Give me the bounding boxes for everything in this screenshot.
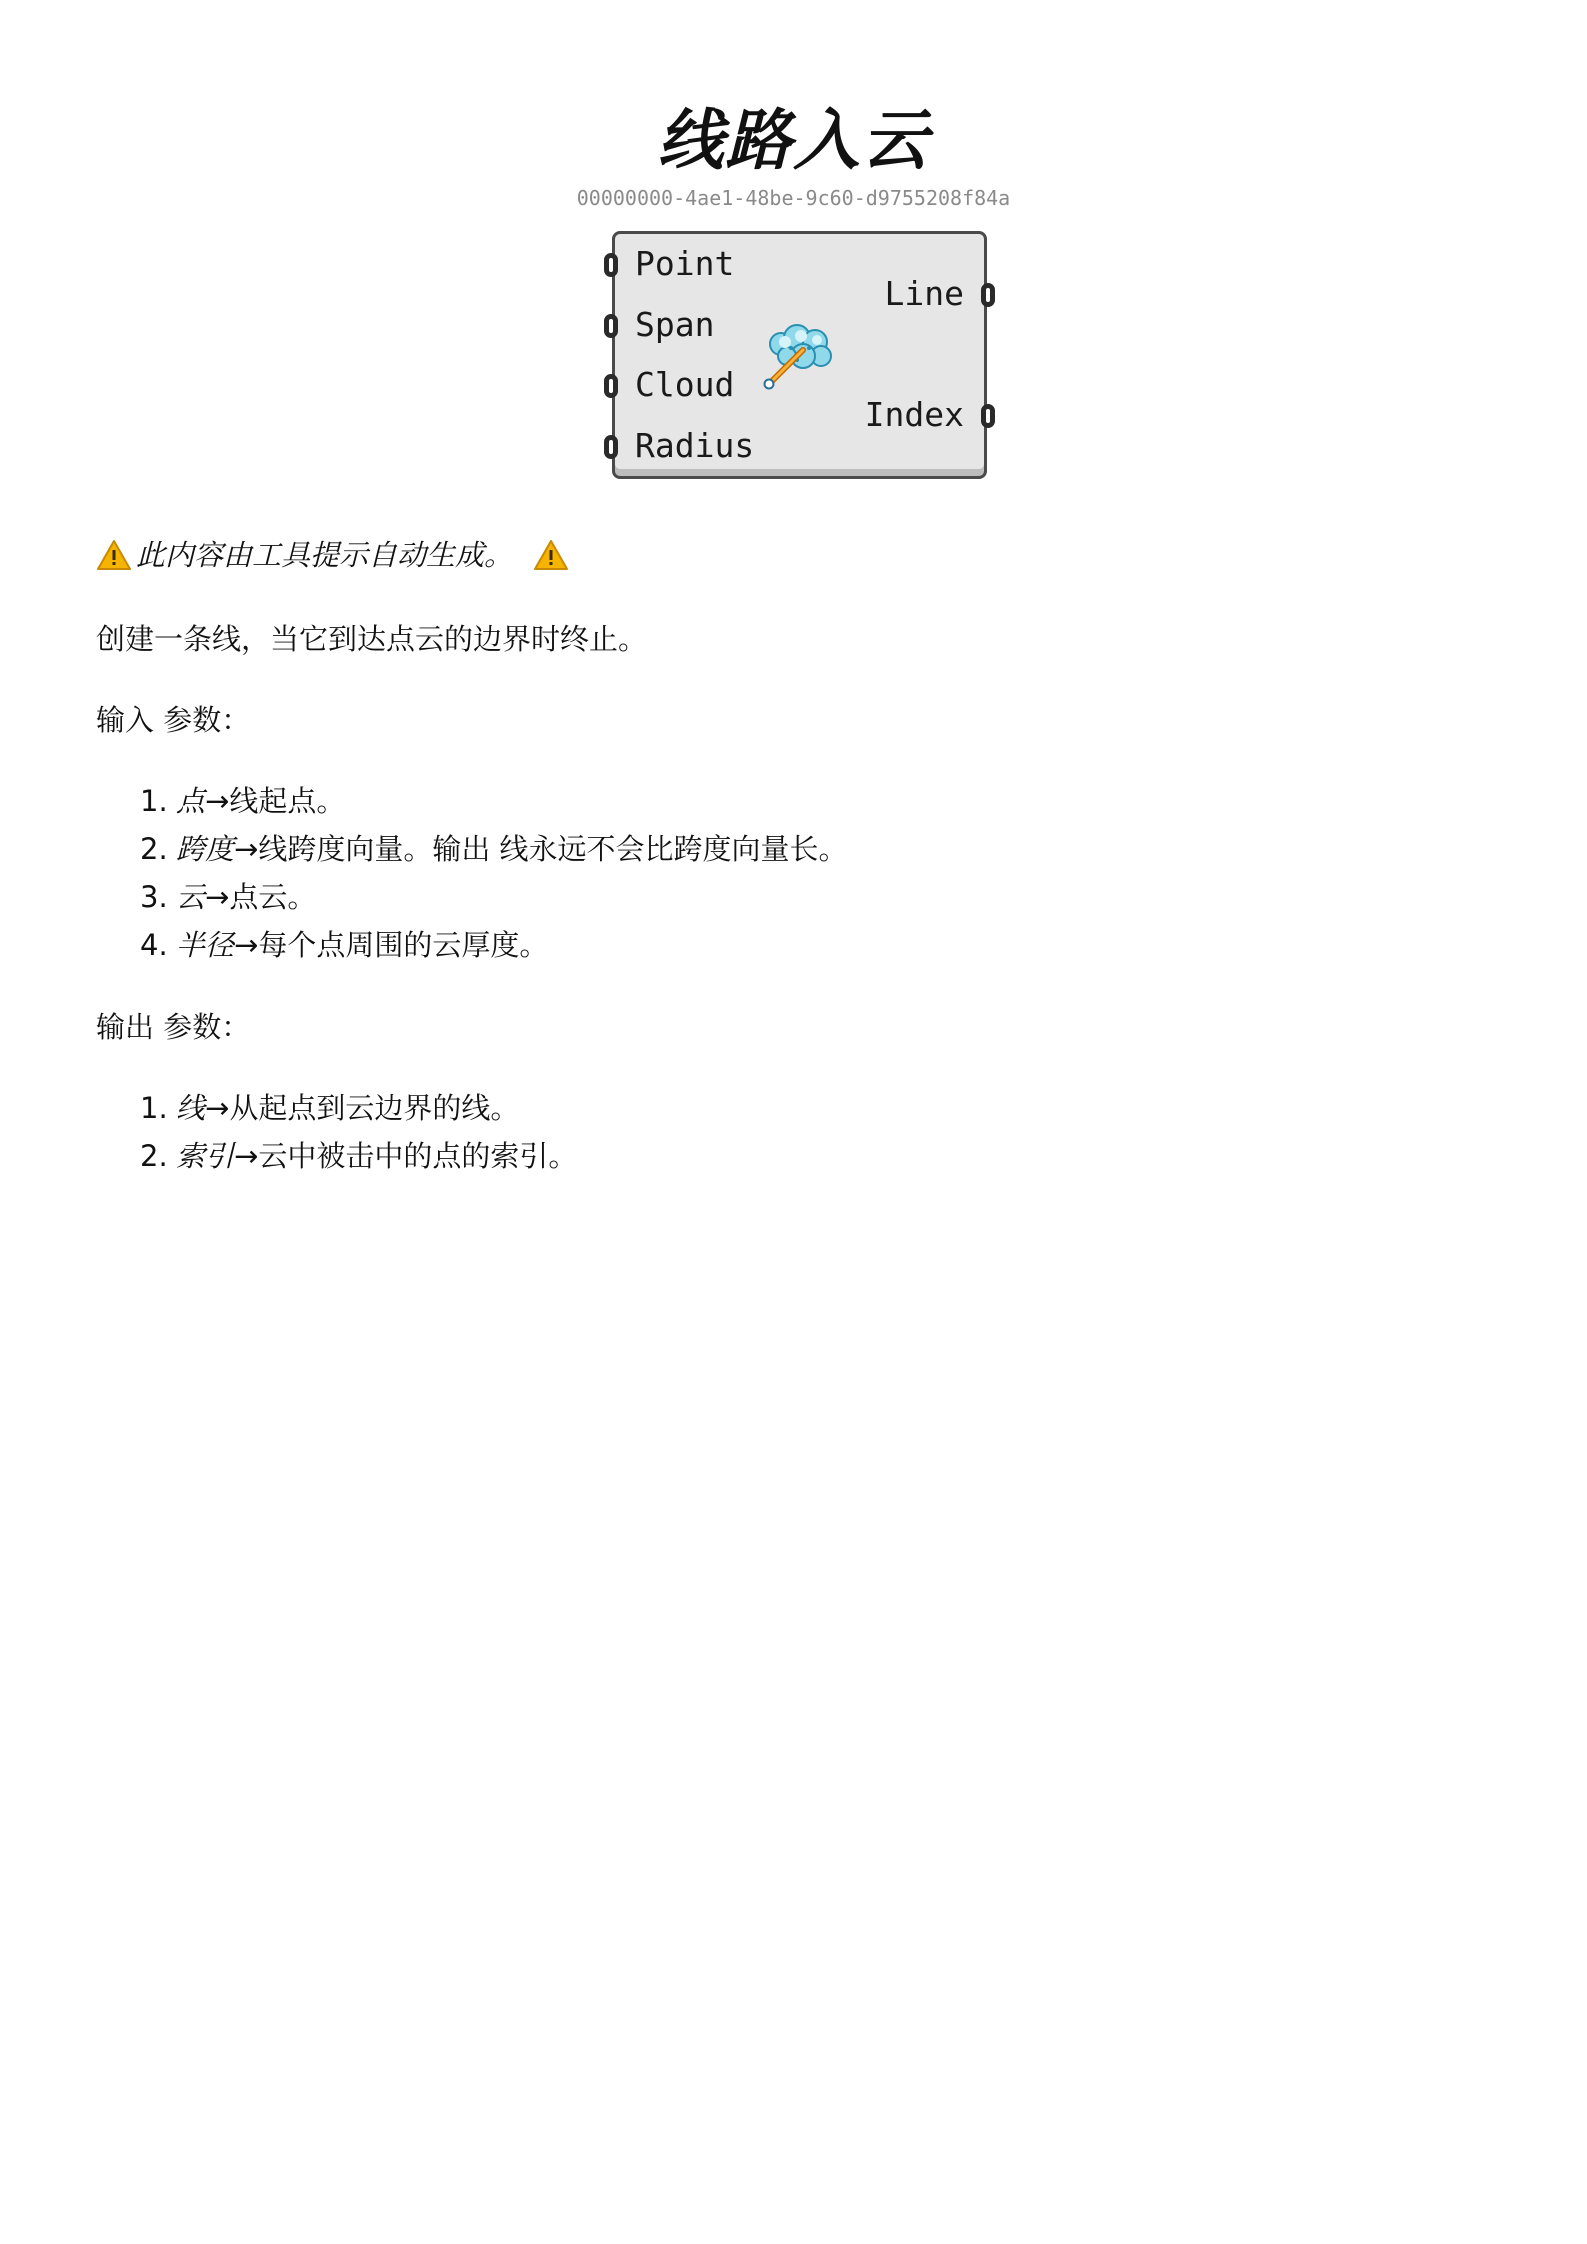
param-term: 半径	[176, 928, 235, 962]
param-term: 点	[176, 784, 206, 818]
output-label-line: Line	[884, 274, 964, 313]
param-term: 云	[176, 880, 206, 914]
warning-text: 此内容由工具提示自动生成。	[136, 538, 514, 572]
list-item	[140, 1084, 577, 1132]
input-label-radius: Radius	[635, 426, 755, 465]
description: 创建一条线，当它到达点云的边界时终止。	[96, 622, 648, 656]
list-number: 3.	[140, 880, 168, 914]
list-item	[140, 921, 848, 969]
list-number: 1.	[140, 784, 168, 818]
list-number: 1.	[140, 1091, 168, 1125]
input-grip-radius[interactable]	[604, 435, 618, 459]
param-desc: →每个点周围的云厚度。	[234, 928, 549, 962]
list-number: 4.	[140, 928, 168, 962]
cloud-line-icon	[761, 318, 837, 392]
warning-note	[96, 533, 569, 577]
param-term: 索引	[176, 1139, 235, 1173]
input-grip-span[interactable]	[604, 314, 618, 338]
input-label-span: Span	[635, 305, 715, 344]
component-guid: 00000000-4ae1-48be-9c60-d9755208f84a	[576, 186, 1011, 210]
list-item	[140, 1132, 577, 1180]
output-label-index: Index	[864, 395, 964, 434]
inputs-list	[140, 777, 848, 969]
param-desc: →线跨度向量。输出 线永远不会比跨度向量长。	[234, 832, 848, 866]
input-label-cloud: Cloud	[635, 365, 735, 404]
component-node[interactable]	[612, 231, 987, 479]
input-grip-cloud[interactable]	[604, 374, 618, 398]
param-term: 线	[176, 1091, 206, 1125]
output-grip-line[interactable]	[981, 283, 995, 307]
outputs-list	[140, 1084, 577, 1180]
list-number: 2.	[140, 832, 168, 866]
param-desc: →云中被击中的点的索引。	[234, 1139, 578, 1173]
list-item	[140, 825, 848, 873]
warning-icon	[533, 539, 569, 571]
list-item	[140, 873, 848, 921]
inputs-heading: 输入 参数：	[96, 703, 251, 737]
warning-icon	[96, 539, 132, 571]
output-grip-index[interactable]	[981, 404, 995, 428]
input-grip-point[interactable]	[604, 253, 618, 277]
param-desc: →线起点。	[205, 784, 346, 818]
param-desc: →点云。	[205, 880, 317, 914]
param-term: 跨度	[176, 832, 235, 866]
input-label-point: Point	[635, 244, 735, 283]
param-desc: →从起点到云边界的线。	[205, 1091, 520, 1125]
list-number: 2.	[140, 1139, 168, 1173]
page-title: 线路入云	[657, 102, 930, 179]
list-item	[140, 777, 848, 825]
outputs-heading: 输出 参数：	[96, 1010, 251, 1044]
